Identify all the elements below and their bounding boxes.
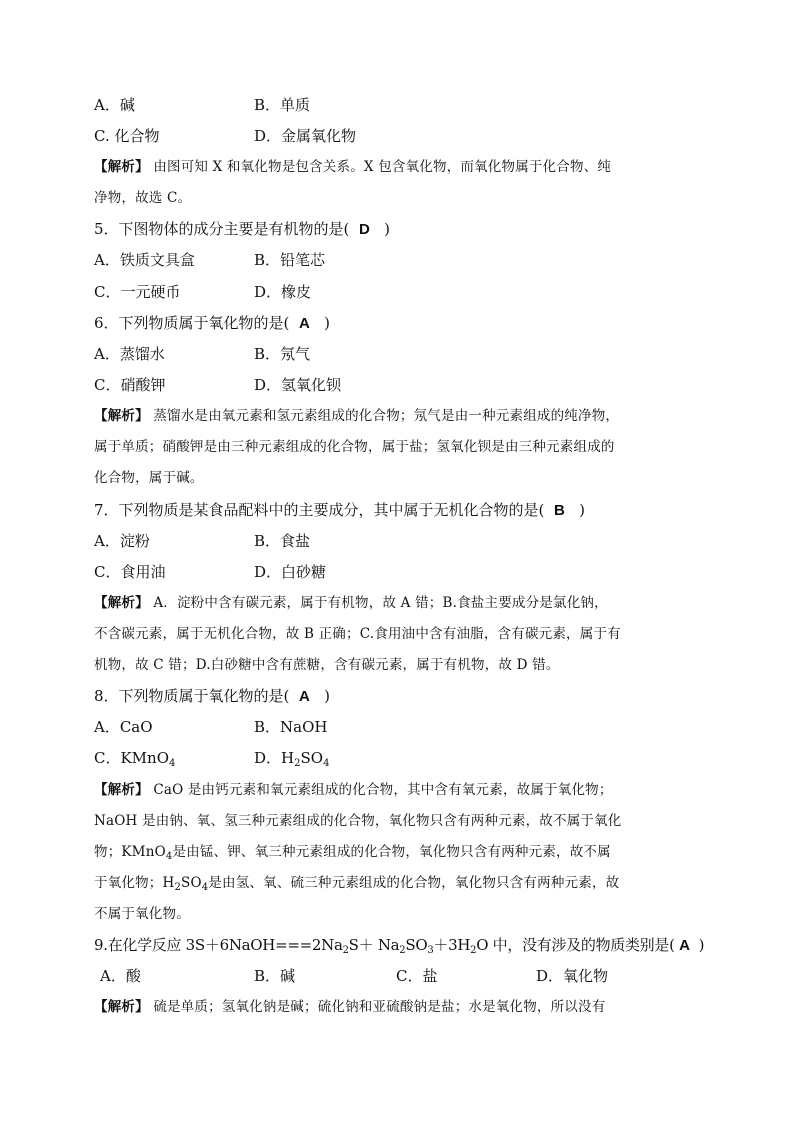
q7-stem — [94, 500, 714, 521]
subscript: 4 — [169, 758, 176, 769]
analysis-label: 【解析】 — [94, 408, 149, 424]
analysis-text: 是由氢、氧、硫三种元素组成的化合物，氧化物只含有两种元素，故 — [208, 875, 620, 891]
subscript: 2 — [399, 945, 406, 956]
analysis-text: SO — [181, 875, 202, 891]
q4-analysis-line-1 — [94, 157, 714, 177]
analysis-text: 于氧化物；H — [94, 875, 175, 891]
q5-option-c: C．一元硬币 — [94, 283, 181, 301]
q9-option-a: A．酸 — [100, 967, 141, 985]
question-text: SO — [405, 936, 428, 954]
analysis-text: CaO 是由钙元素和氧元素组成的化合物，其中含有氧元素，故属于氧化物； — [153, 782, 613, 798]
q4-option-c: C. 化合物 — [94, 127, 160, 145]
question-text: 7．下列物质是某食品配料中的主要成分，其中属于无机化合物的是( — [94, 501, 545, 519]
analysis-label: 【解析】 — [94, 595, 149, 611]
q5-option-a: A．铁质文具盒 — [94, 251, 195, 269]
close-paren: ) — [579, 501, 585, 519]
q8-options-row-2 — [94, 748, 714, 768]
close-paren: ) — [384, 220, 390, 238]
q6-option-b: B．氖气 — [254, 345, 311, 363]
q9-analysis-line-1 — [94, 997, 714, 1017]
subscript: 2 — [342, 945, 349, 956]
q7-analysis-line-2: 不含碳元素，属于无机化合物，故 B 正确；C.食用油中含有油脂，含有碳元素，属于有 — [94, 626, 621, 642]
answer-letter: B — [553, 502, 565, 519]
subscript: 4 — [165, 851, 173, 862]
question-text: 9.在化学反应 3S＋6NaOH===2Na — [94, 936, 343, 954]
q8-analysis-line-1 — [94, 780, 714, 800]
subscript: 2 — [174, 882, 182, 893]
q8-option-c — [94, 748, 254, 768]
subscript: 4 — [201, 882, 209, 893]
close-paren: ) — [698, 936, 705, 954]
subscript: 4 — [323, 758, 330, 769]
q4-option-d: D．金属氧化物 — [254, 127, 357, 145]
q6-option-d: D．氢氧化钡 — [254, 376, 342, 394]
analysis-text: 物；KMnO — [94, 844, 166, 860]
q6-stem — [94, 313, 714, 334]
q8-analysis-line-5: 不属于氧化物。 — [94, 906, 190, 922]
q5-option-b: B．铅笔芯 — [254, 251, 326, 269]
q7-option-a: A．淀粉 — [94, 532, 150, 550]
q5-options-row-1 — [94, 250, 714, 270]
close-paren: ) — [324, 687, 330, 705]
close-paren: ) — [324, 314, 330, 332]
q4-options-row-1 — [94, 95, 714, 115]
q6-option-c: C．硝酸钾 — [94, 376, 166, 394]
q6-option-a: A．蒸馏水 — [94, 345, 165, 363]
subscript: 3 — [427, 945, 434, 956]
q7-analysis-line-3: 机物，故 C 错；D.白砂糖中含有蔗糖，含有碳元素，属于有机物，故 D 错。 — [94, 657, 560, 673]
q6-options-row-2 — [94, 375, 714, 395]
q8-option-b: B．NaOH — [254, 718, 328, 736]
answer-letter: A — [298, 688, 310, 705]
q6-analysis-line-3: 化合物，属于碱。 — [94, 470, 204, 486]
q5-options-row-2 — [94, 282, 714, 302]
q8-stem — [94, 686, 714, 707]
question-text: ＋3H — [433, 936, 471, 954]
formula-text: SO — [300, 749, 324, 767]
q9-stem — [94, 935, 714, 956]
q4-analysis-line-2: 净物，故选 C。 — [94, 190, 192, 206]
subscript: 2 — [294, 758, 301, 769]
q6-analysis-line-2: 属于单质；硝酸钾是由三种元素组成的化合物，属于盐；氢氧化钡是由三种元素组成的 — [94, 439, 615, 455]
q7-analysis-line-1 — [94, 593, 714, 613]
analysis-label: 【解析】 — [94, 782, 149, 798]
formula-text: C．KMnO — [94, 749, 170, 767]
q9-options-row — [100, 966, 720, 986]
formula-text: D．H — [254, 749, 295, 767]
analysis-text: 蒸馏水是由氧元素和氢元素组成的化合物；氖气是由一种元素组成的纯净物， — [153, 408, 620, 424]
q8-analysis-line-2: NaOH 是由钠、氧、氢三种元素组成的化合物，氧化物只含有两种元素，故不属于氧化 — [94, 813, 622, 829]
q8-analysis-line-3 — [94, 842, 714, 862]
question-text: 5．下图物体的成分主要是有机物的是( — [94, 220, 350, 238]
q7-options-row-2 — [94, 562, 714, 582]
answer-letter: A — [679, 937, 690, 954]
question-text: S＋ Na — [348, 936, 400, 954]
q4-option-b: B．单质 — [254, 96, 311, 114]
q8-option-a: A．CaO — [94, 718, 153, 736]
analysis-text: 由图可知 X 和氧化物是包含关系。X 包含氧化物，而氧化物属于化合物、纯 — [153, 159, 612, 175]
q5-stem — [94, 219, 714, 240]
q7-option-d: D．白砂糖 — [254, 563, 327, 581]
q9-option-d: D．氧化物 — [536, 967, 609, 985]
q8-options-row-1 — [94, 717, 714, 737]
answer-letter: A — [298, 315, 310, 332]
q7-option-c: C．食用油 — [94, 563, 166, 581]
analysis-text: A．淀粉中含有碳元素，属于有机物，故 A 错；B.食盐主要成分是氯化钠， — [153, 595, 608, 611]
q9-option-c: C．盐 — [396, 967, 438, 985]
q7-options-row-1 — [94, 531, 714, 551]
answer-letter: D — [358, 221, 370, 238]
question-text: O 中，没有涉及的物质类别是( — [476, 936, 675, 954]
analysis-label: 【解析】 — [94, 159, 149, 175]
subscript: 2 — [470, 945, 477, 956]
q4-option-a: A．碱 — [94, 96, 135, 114]
question-text: 8．下列物质属于氧化物的是( — [94, 687, 290, 705]
analysis-label: 【解析】 — [94, 999, 149, 1015]
question-text: 6．下列物质属于氧化物的是( — [94, 314, 290, 332]
q6-options-row-1 — [94, 344, 714, 364]
q8-analysis-line-4 — [94, 873, 714, 893]
q5-option-d: D．橡皮 — [254, 283, 312, 301]
q7-option-b: B．食盐 — [254, 532, 311, 550]
q9-option-b: B．碱 — [254, 967, 296, 985]
q4-options-row-2 — [94, 126, 714, 146]
analysis-text: 硫是单质；氢氧化钠是碱；硫化钠和亚硫酸钠是盐；水是氧化物，所以没有 — [153, 999, 606, 1015]
q8-option-d — [254, 748, 329, 768]
analysis-text: 是由锰、钾、氧三种元素组成的化合物，氧化物只含有两种元素，故不属 — [172, 844, 611, 860]
q6-analysis-line-1 — [94, 406, 714, 426]
